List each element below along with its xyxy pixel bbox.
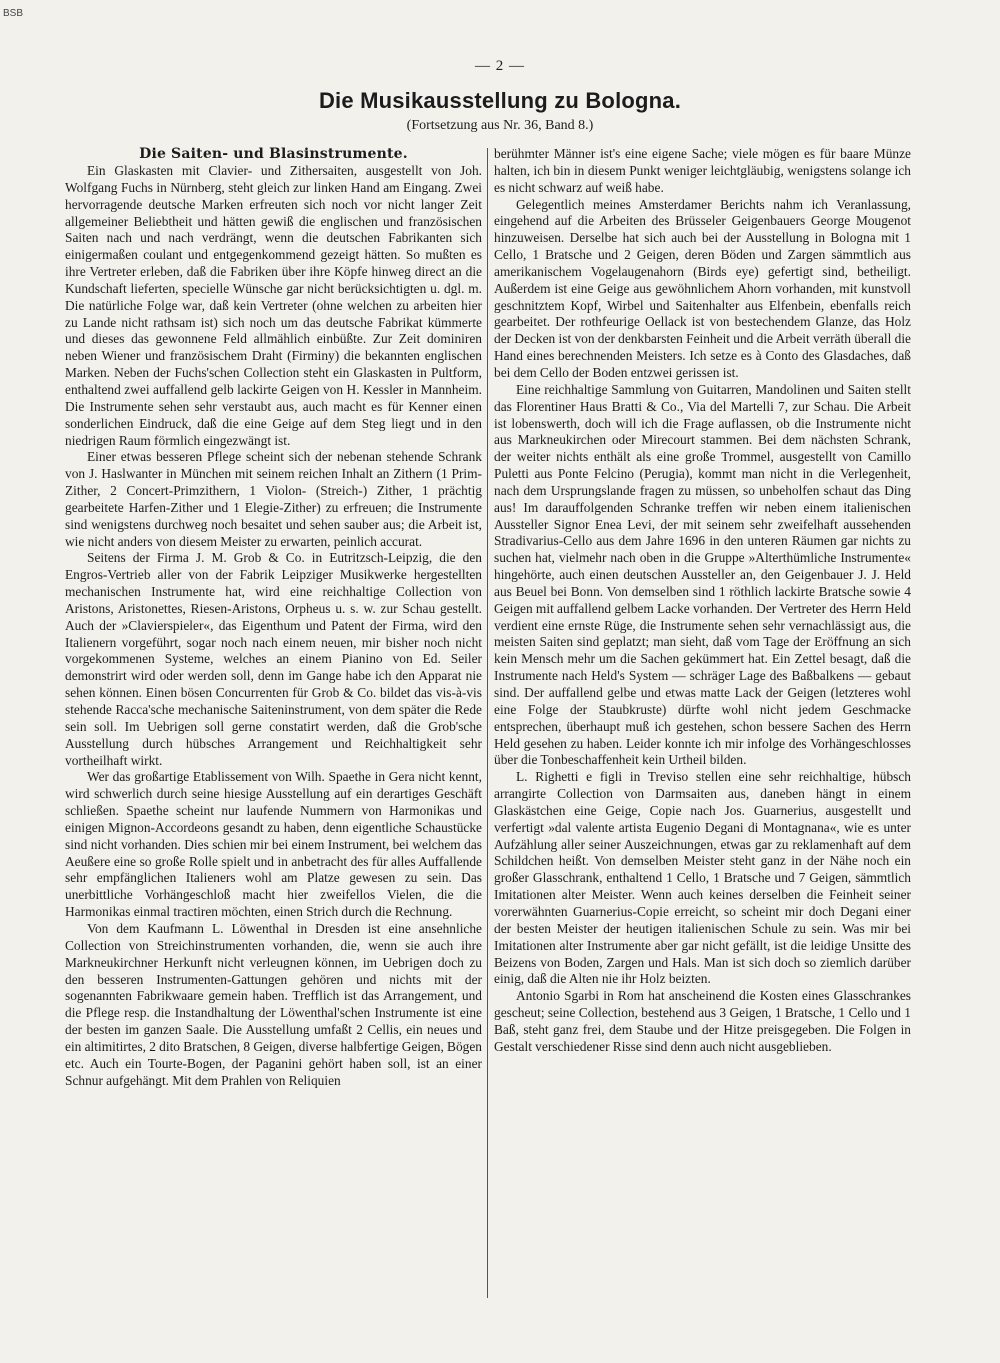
paragraph: Ein Glaskasten mit Clavier- und Zithersaiten, ausgestellt von Joh. Wolfgang Fuchs in Nürnberg, steht gleich zur linken Hand am Eingang. Zwei hervorragende deutsche Marken erfreuten sich noch vor nicht langer Zeit allgemeiner Beliebtheit und hätten gewiß die englischen und französischen Saiten nach und nach verdrängt, wenn die deutschen Fabrikanten sich einigermaßen coulant und entgegenkommend gezeigt hätten. So mußten es ihre Vertreter erleben, daß die Fabriken über ihre Köpfe hinweg direct an die Kundschaft lieferten, specielle Wünsche gar nicht berücksichtigten u. dgl. m. Die natürliche Folge war, daß kein Vertreter (ohne welchen zu arbeiten hier zu Lande nicht rathsam ist) sich noch um das deutsche Fabrikat kümmerte und dieses das gewonnene Feld allmählich einbüßte. Zur Zeit dominiren neben Wiener und französischem Draht (Firminy) die bekannten englischen Marken. Neben der Fuchs'schen Collection steht ein Glaskasten in Pultform, enthaltend zwei auffallend gelb lackirte Geigen von H. Kessler in Mannheim. Die Instrumente sehen sehr verstaubt aus, auch macht es für Kenner einen sonderlichen Eindruck, daß die eine Geige auf dem Steg liegt und in den niedrigen Raum förmlich eingezwängt ist. bbox=[65, 163, 482, 448]
section-heading: Die Saiten- und Blasinstrumente. bbox=[139, 146, 408, 162]
paragraph-continuation: berühmter Männer ist's eine eigene Sache; viele mögen es für baare Münze halten, ich bin in diesem Punkt weniger leichtgläubig, wenigstens solange ich es nicht schwarz auf weiß habe. bbox=[494, 146, 911, 195]
column-divider bbox=[487, 148, 488, 1298]
paragraph: Einer etwas besseren Pflege scheint sich der nebenan stehende Schrank von J. Haslwanter in München mit seinem reichen Inhalt an Zithern (1 Prim-Zither, 2 Concert-Primzithern, 1 Violon- (Streich-) Zither, 1 prächtig gearbeitete Harfen-Zither und 1 Elegie-Zither) zu erfreuen; die Instrumente sind wenigstens durchweg noch besaitet und sehen sauber aus; die Arbeit ist, wie nicht anders von diesem Meister zu erwarten, peinlich accurat. bbox=[65, 449, 482, 549]
paragraph: L. Righetti e figli in Treviso stellen eine sehr reichhaltige, hübsch arrangirte Collection von Darmsaiten aus, daneben hängt in einem Glaskästchen eine Geige, Copie nach Jos. Guarnerius, ausgestellt und verfertigt »dal valente artista Eugenio Degani di Montagnana«, wie es unter Aufzählung aller seiner Auszeichnungen, etwas gar zu reklamenhaft auf dem Schildchen heißt. Von demselben Meister steht ganz in der Nähe noch ein großer Glasschrank, enthaltend 1 Cello, 1 Bratsche und 7 Geigen, sämmtlich Imitationen alter Meister. Wenn auch keines derselben die Feinheit seiner vorerwähnten Guarnerius-Copie erreicht, so scheint mir doch Degani einer der besten Meister der heutigen italienischen Schule zu sein. Was mir bei Imitationen alter Instrumente aber gar nicht gefällt, ist die leidige Unsitte des Beizens von Boden, Zargen und Hals. Man ist sich doch so ziemlich darüber einig, daß die Alten nie ihr Holz beizten. bbox=[494, 769, 911, 987]
library-stamp: BSB bbox=[3, 8, 24, 19]
paragraph: Von dem Kaufmann L. Löwenthal in Dresden ist eine ansehnliche Collection von Streichinstrumenten vorhanden, die, wenn sie auch ihre Markneukirchner Herkunft nicht verleugnen können, im Uebrigen doch zu den besseren Instrumenten-Gattungen gehören und nichts mit der sogenannten Fabrikwaare gemein haben. Trefflich ist das Arrangement, und die Pflege resp. die Instandhaltung der Löwenthal'schen Instrumente ist eine der besten im ganzen Saale. Die Ausstellung umfaßt 2 Cellis, ein neues und ein altimitirtes, 2 dito Bratschen, 8 Geigen, diverse halbfertige Geigen, Bögen etc. Auch ein Tourte-Bogen, der Paganini gehört haben soll, ist an einer Schnur aufgehängt. Mit dem Prahlen von Reliquien bbox=[65, 920, 482, 1088]
left-column bbox=[65, 146, 482, 1089]
paragraph: Gelegentlich meines Amsterdamer Berichts nahm ich Veranlassung, eingehend auf die Arbeiten des Brüsseler Geigenbauers George Mougenot hinzuweisen. Derselbe hat sich auch bei der Ausstellung in Bologna mit 1 Cello, 1 Bratsche und 2 Geigen, deren Böden und Zargen sämmtlich aus amerikanischem Vogelaugenahorn (Birds eye) gefertigt sind, betheiligt. Außerdem ist eine Geige aus gewöhnlichem Ahorn vorhanden, mit kunstvoll geschnitztem Kopf, Wirbel und Saitenhalter aus Elfenbein, ebenfalls reich gearbeitet. Der rothfeurige Oellack ist von bestechendem Glanze, das Holz der Decken ist von der denkbarsten Feinheit und die Arbeit verräth überall die Hand eines berechnenden Meisters. Ich setze es à Conto des Glasdaches, daß bei dem Cello der Boden entzwei gerissen ist. bbox=[494, 196, 911, 380]
page-number: — 2 — bbox=[475, 58, 525, 74]
right-column bbox=[494, 146, 911, 1056]
paragraph: Antonio Sgarbi in Rom hat anscheinend die Kosten eines Glasschrankes gescheut; seine Collection, bestehend aus 3 Geigen, 1 Bratsche, 1 Cello und 1 Baß, steht ganz frei, dem Staube und der Hitze preisgegeben. Die Folgen in Gestalt verschiedener Risse sind denn auch nicht ausgeblieben. bbox=[494, 988, 911, 1054]
paragraph: Seitens der Firma J. M. Grob & Co. in Eutritzsch-Leipzig, die den Engros-Vertrieb aller von der Fabrik Leipziger Musikwerke hergestellten mechanischen Instrumente hat, wird eine reichhaltige Collection von Aristons, Aristonettes, Riesen-Aristons, Orpheus u. s. w. zur Schau gestellt. Auch der »Clavierspieler«, das Eigenthum und Patent der Firma, wird den Italienern vorgeführt, sogar noch nach einem neuen, mir bisher noch nicht vorgekommenen Systeme, welches an einem Pianino von Ed. Seiler demonstrirt wird oder werden soll, denn im Gange habe ich den Apparat nie sehen können. Einen bösen Concurrenten für Grob & Co. bildet das vis-à-vis stehende Racca'sche mechanische Saiteninstrument, von dem später die Rede sein soll. Im Uebrigen soll gerne constatirt werden, daß die Grob'sche Ausstellung durch hübsches Arrangement und Reichhaltigkeit sehr vortheilhaft wirkt. bbox=[65, 550, 482, 768]
article-subtitle: (Fortsetzung aus Nr. 36, Band 8.) bbox=[406, 118, 594, 133]
article-title: Die Musikausstellung zu Bologna. bbox=[318, 88, 682, 113]
paragraph: Eine reichhaltige Sammlung von Guitarren, Mandolinen und Saiten stellt das Florentiner Haus Bratti & Co., Via del Martelli 7, zur Schau. Die Arbeit ist lobenswerth, doch will ich die Frage auflassen, ob die Instrumente nicht aus Markneukirchen oder Mirecourt stammen. Bei dem nächsten Schrank, der weiter nichts enthält als eine große Trommel, ausgestellt von Camillo Puletti aus Ponte Felcino (Perugia), kommt man nicht in die Verlegenheit, nach dem Ursprungslande fragen zu müssen, so unbeholfen schaut das Ding aus! Im darauffolgenden Schranke treffen wir neben einem italienischen Aussteller Signor Enea Levi, der mit seinem sehr zweifelhaft aussehenden Stradivarius-Cello aus dem Jahre 1696 in den unteren Räumen gar nichts zu suchen hat, vielmehr nach oben in die Gruppe »Alterthümliche Instrumente« hingehörte, auch einen deutschen Aussteller an, den Geigenbauer J. J. Held aus Beuel bei Bonn. Von demselben sind 1 röthlich lackirte Bratsche sowie 4 Geigen mit auffallend gelbem Lacke vorhanden. Der Vertreter des Herrn Held verdient eine ernste Rüge, die Instrumente sehen sehr vernachlässigt aus, die meisten Saiten sind geplatzt; man sieht, daß vom Tage der Eröffnung an sich kein Mensch mehr um die Sachen gekümmert hat. Ein Zettel besagt, daß die Instrumente nach Held's System — schräger Lage des Baßbalkens — gebaut sind. Der auffallend gelbe und etwas matte Lack der Geigen (letzteres wohl eine Folge der Staubkruste) dürfte wohl nicht jedem Geschmacke entsprechen, überhaupt muß ich gestehen, schon bessere Sachen des Herrn Held gesehen zu haben. Leider konnte ich mir infolge des Vorhängeschlosses über die Tonbeschaffenheit kein Urtheil bilden. bbox=[494, 381, 911, 768]
paragraph: Wer das großartige Etablissement von Wilh. Spaethe in Gera nicht kennt, wird schwerlich durch seine hiesige Ausstellung auf ein derartiges Geschäft schließen. Spaethe scheint nur laufende Nummern von Harmonikas und einigen Mignon-Accordeons gesandt zu haben, denn eigentliche Schaustücke sind nicht vorhanden. Dies schien mir bei einem Instrument, bei welchem das Aeußere eine so große Rolle spielt und in anbetracht des für alles Auffallende sehr empfänglichen Italieners wohl am Platze gewesen zu sein. Das unerbittliche Vorhängeschloß macht hier zweifellos Vielen, die die Harmonikas einmal tractiren möchten, einen Strich durch die Rechnung. bbox=[65, 769, 482, 920]
